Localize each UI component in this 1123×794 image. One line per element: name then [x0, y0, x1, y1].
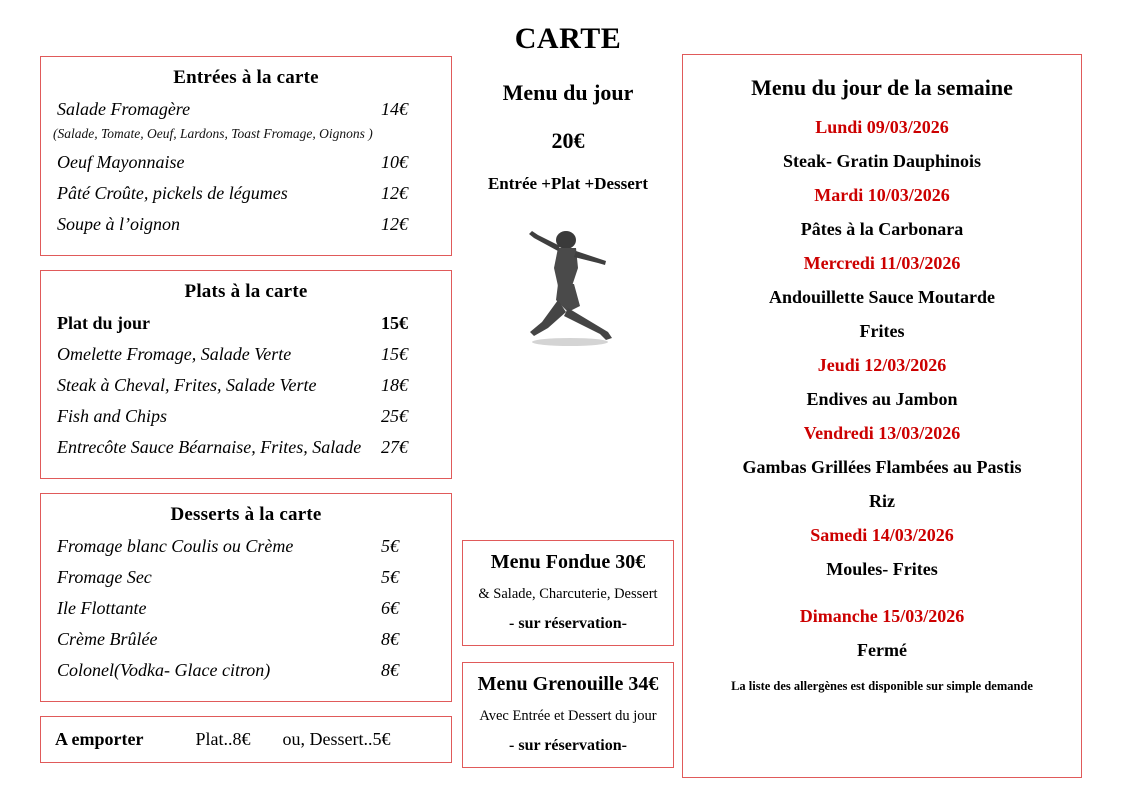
item-price: 8€: [381, 660, 399, 680]
takeaway-box: [40, 716, 452, 763]
weekday-label: Dimanche 15/03/2026: [799, 606, 965, 626]
takeaway-item-dessert: ou, Dessert..5€: [282, 729, 391, 749]
menu-item-row: [51, 183, 441, 204]
menu-grenouille-box: [462, 662, 674, 768]
entrees-title: Entrées à la carte: [173, 67, 319, 88]
item-name: Fromage Sec: [57, 567, 152, 587]
desserts-box: [40, 493, 452, 702]
menu-item-row: [51, 660, 441, 681]
weekday-dish: Fermé: [857, 640, 907, 660]
entrees-note: (Salade, Tomate, Oeuf, Lardons, Toast Fromage, Oignons ): [53, 126, 373, 141]
item-name: Omelette Fromage, Salade Verte: [57, 344, 292, 364]
menu-item-row: [51, 536, 441, 557]
menu-item-row: [51, 375, 441, 396]
weekday-dish: Steak- Gratin Dauphinois: [782, 151, 982, 171]
menu-item-row: [51, 152, 441, 173]
weekday-label: Jeudi 12/03/2026: [817, 355, 947, 375]
takeaway-item-plat: Plat..8€: [195, 729, 251, 749]
item-name: Soupe à l’oignon: [57, 214, 180, 234]
item-price: 10€: [381, 152, 408, 172]
desserts-title: Desserts à la carte: [170, 504, 322, 525]
menu-item-row: [51, 344, 441, 365]
item-name: Fish and Chips: [57, 406, 168, 426]
weekday-dish: Pâtes à la Carbonara: [800, 219, 964, 239]
menu-item-row: [51, 406, 441, 427]
menu-du-jour-formula: Entrée +Plat +Dessert: [487, 174, 649, 193]
plats-box: [40, 270, 452, 479]
takeaway-label: A emporter: [55, 729, 144, 749]
center-column: [462, 14, 674, 350]
menu-fondue-subtitle: & Salade, Charcuterie, Dessert: [478, 586, 658, 602]
item-price: 27€: [381, 437, 408, 457]
item-name: Oeuf Mayonnaise: [57, 152, 185, 172]
weekday-label: Samedi 14/03/2026: [810, 525, 954, 545]
allergens-notice: La liste des allergènes est disponible sur simple demande: [731, 679, 1033, 693]
weekday-dish: Frites: [859, 321, 905, 341]
menu-grenouille-title: Menu Grenouille 34€: [477, 673, 659, 695]
menu-item-row: [51, 313, 441, 334]
item-name: Pâté Croûte, pickels de légumes: [57, 183, 288, 203]
item-price: 5€: [381, 567, 399, 587]
weekday-label: Vendredi 13/03/2026: [803, 423, 961, 443]
entrees-box: [40, 56, 452, 256]
item-name: Salade Fromagère: [57, 99, 191, 119]
menu-du-jour-title: Menu du jour: [502, 80, 634, 105]
item-price: 15€: [381, 344, 408, 364]
item-name: Plat du jour: [57, 313, 151, 333]
weekday-dish: Riz: [869, 491, 895, 511]
item-name: Steak à Cheval, Frites, Salade Verte: [57, 375, 317, 395]
item-price: 18€: [381, 375, 408, 395]
item-price: 12€: [381, 183, 408, 203]
menu-item-row: [51, 214, 441, 235]
item-name: Colonel(Vodka- Glace citron): [57, 660, 271, 680]
menu-fondue-note: - sur réservation-: [509, 615, 627, 632]
weekday-dish: Moules- Frites: [826, 559, 938, 579]
menu-grenouille-subtitle: Avec Entrée et Dessert du jour: [479, 708, 657, 724]
item-price: 15€: [381, 313, 408, 333]
plats-title: Plats à la carte: [184, 281, 308, 302]
menu-item-row: [51, 567, 441, 588]
menu-item-row: [51, 437, 441, 458]
item-price: 5€: [381, 536, 399, 556]
weekday-dish: Endives au Jambon: [806, 389, 958, 409]
menu-fondue-box: [462, 540, 674, 646]
menu-item-row: [51, 629, 441, 650]
weekday-label: Lundi 09/03/2026: [815, 117, 949, 137]
menu-fondue-title: Menu Fondue 30€: [490, 551, 646, 573]
left-column: [40, 56, 452, 763]
weekly-menu-title: Menu du jour de la semaine: [751, 75, 1013, 100]
item-price: 8€: [381, 629, 399, 649]
weekly-menu-box: [682, 54, 1082, 778]
menu-item-row: [51, 598, 441, 619]
item-name: Entrecôte Sauce Béarnaise, Frites, Salade: [57, 437, 362, 457]
item-price: 6€: [381, 598, 399, 618]
weekday-label: Mardi 10/03/2026: [814, 185, 950, 205]
page-title: CARTE: [514, 22, 622, 55]
menu-grenouille-note: - sur réservation-: [509, 737, 627, 754]
item-name: Ile Flottante: [57, 598, 147, 618]
dancer-illustration: [508, 220, 628, 350]
item-price: 25€: [381, 406, 408, 426]
weekday-dish: Andouillette Sauce Moutarde: [769, 287, 995, 307]
item-price: 14€: [381, 99, 408, 119]
weekday-dish: Gambas Grillées Flambées au Pastis: [742, 457, 1022, 477]
item-name: Crème Brûlée: [57, 629, 158, 649]
menu-du-jour-price: 20€: [551, 128, 585, 153]
item-name: Fromage blanc Coulis ou Crème: [57, 536, 294, 556]
weekday-label: Mercredi 11/03/2026: [803, 253, 961, 273]
item-price: 12€: [381, 214, 408, 234]
menu-item-row: [51, 99, 441, 120]
